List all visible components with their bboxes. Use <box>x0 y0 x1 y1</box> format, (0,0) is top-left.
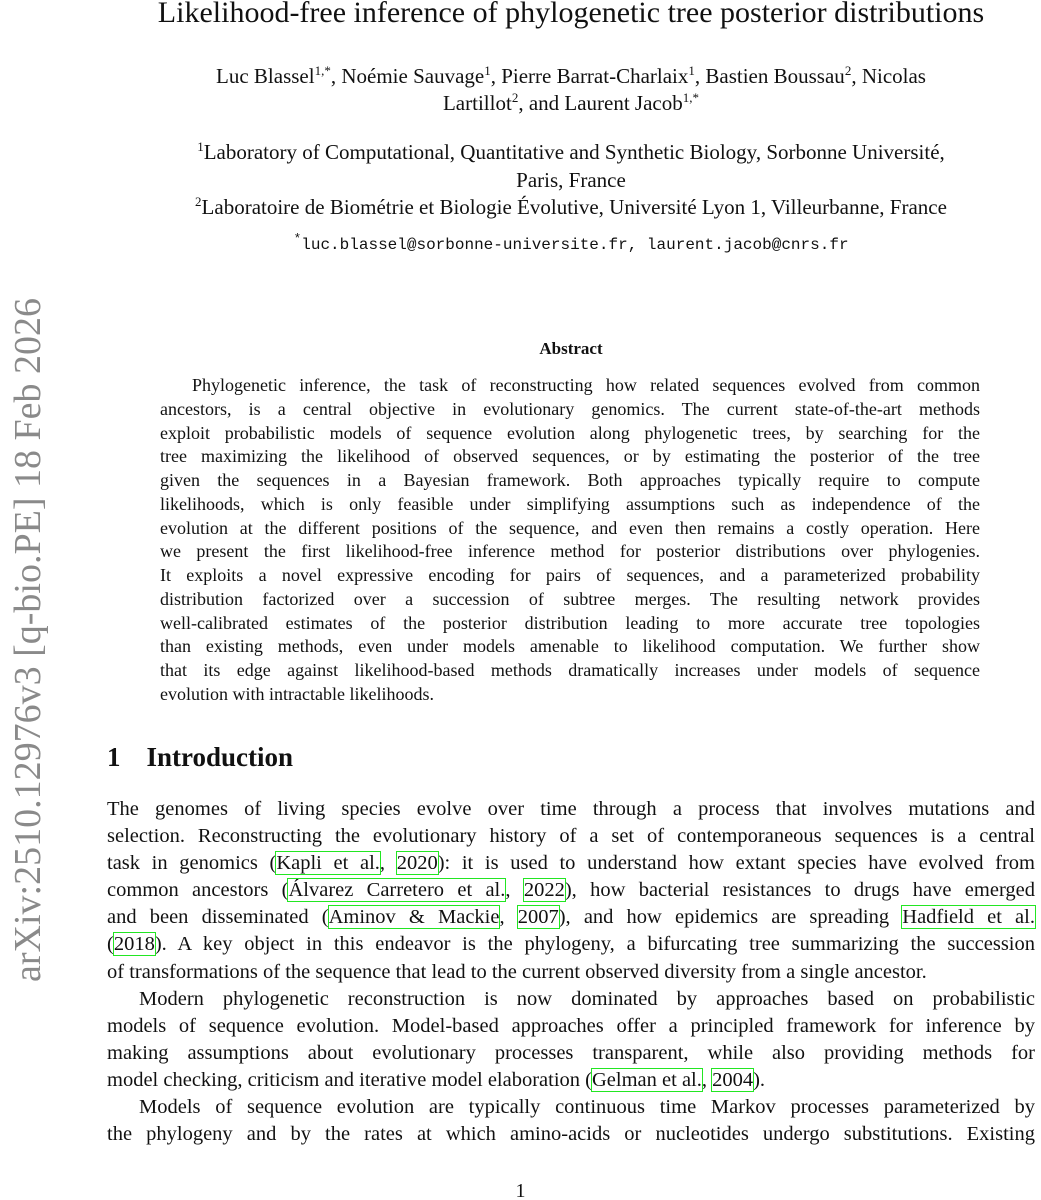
affiliation-2 <box>107 195 1035 220</box>
text-line <box>107 1067 1035 1094</box>
author-name: , Noémie Sauvage <box>330 64 485 88</box>
text-segment: the phylogeny and by the rates at which amino-acids or nucleotides undergo substitutions. Existing <box>107 1123 1035 1146</box>
abstract-line: tree maximizing the likelihood of observed sequences, or by estimating the posterior of the tree <box>160 446 980 467</box>
text-segment: ): it is used to understand how extant species have evolved from <box>437 852 1035 875</box>
text-segment: Models of sequence evolution are typically continuous time Markov processes parameterized by <box>139 1096 1035 1119</box>
abstract-heading: Abstract <box>539 339 603 358</box>
text-line <box>107 796 1035 823</box>
text-line <box>107 959 1035 986</box>
corresponding-marker: * <box>293 231 302 247</box>
abstract-line: that its edge against likelihood-based methods dramatically increases under models of sequence <box>160 660 980 680</box>
text-segment: The genomes of living species evolve over time through a process that involves mutations and <box>107 798 1035 820</box>
abstract-line: distribution factorized over a succession of subtree merges. The resulting network provides <box>160 588 980 609</box>
citation-link[interactable]: Kapli et al. <box>276 852 380 875</box>
email-text[interactable]: luc.blassel@sorbonne-universite.fr, laurent.jacob@cnrs.fr <box>301 236 849 254</box>
abstract-line: given the sequences in a Bayesian framework. Both approaches typically require to compute <box>160 470 980 490</box>
text-segment: ). A key object in this endeavor is the phylogeny, a bifurcating tree summarizing the succession <box>154 933 1035 956</box>
text-line <box>107 904 1035 931</box>
abstract-line: we present the first likelihood-free inference method for posterior distributions over phylogenies. <box>160 541 980 562</box>
text-segment: model checking, criticism and iterative model elaboration ( <box>107 1068 592 1091</box>
text-line <box>107 877 1035 904</box>
text-segment: , <box>499 906 518 929</box>
text-segment: , <box>505 879 524 902</box>
text-line <box>107 1040 1035 1067</box>
affiliation-marker: 1 <box>484 63 491 78</box>
authors-line-2 <box>107 91 1035 116</box>
citation-link[interactable]: Álvarez Carretero et al. <box>288 879 506 902</box>
abstract-line: ancestors, is a central objective in evolutionary genomics. The current state-of-the-art methods <box>160 398 980 419</box>
text-line <box>107 1013 1035 1040</box>
author-name: , Nicolas <box>851 64 926 88</box>
text-segment: , <box>379 852 397 875</box>
affiliation-text: Laboratory of Computational, Quantitative and Synthetic Biology, Sorbonne Université, <box>203 140 945 164</box>
affiliation-marker: 1 <box>197 139 204 154</box>
text-line <box>107 1094 1035 1121</box>
text-segment: selection. Reconstructing the evolutionary history of a set of contemporaneous sequences is a central <box>107 825 1035 848</box>
citation-link[interactable]: Gelman et al. <box>592 1068 702 1091</box>
author-name: , Bastien Boussau <box>694 64 845 88</box>
affiliation-marker: 1,* <box>682 90 699 105</box>
text-line <box>107 931 1035 958</box>
section-title: Introduction <box>146 742 294 772</box>
text-segment: ), how bacterial resistances to drugs have emerged <box>564 879 1036 902</box>
citation-link[interactable]: 2020 <box>396 852 438 875</box>
paper-title: Likelihood-free inference of phylogenetic tree posterior distributions <box>157 0 985 29</box>
affiliation-marker: 2 <box>511 90 519 105</box>
text-line <box>107 850 1035 877</box>
affiliation-1 <box>107 140 1035 165</box>
abstract-body <box>160 374 980 707</box>
abstract-line: well-calibrated estimates of the posterior distribution leading to more accurate tree topologies <box>160 612 980 633</box>
citation-link[interactable]: 2007 <box>517 906 559 929</box>
section-heading <box>107 742 319 773</box>
abstract-line: evolution at the different positions of the sequence, and even then remains a costly operation. Here <box>160 517 980 538</box>
text-segment: Modern phylogenetic reconstruction is now dominated by approaches based on probabilistic <box>139 987 1035 1010</box>
abstract-line: exploit probabilistic models of sequence evolution along phylogenetic trees, by searching for the <box>160 422 980 443</box>
author-name: Lartillot <box>442 91 512 115</box>
text-segment: , <box>701 1068 713 1091</box>
affiliation-text: Laboratoire de Biométrie et Biologie Évolutive, Université Lyon 1, Villeurbanne, France <box>201 195 947 219</box>
citation-link[interactable]: Aminov & Mackie <box>328 906 500 929</box>
text-segment: ( <box>107 933 114 956</box>
affiliation-marker: 1,* <box>314 63 331 78</box>
text-line <box>107 823 1035 850</box>
text-segment: of transformations of the sequence that lead to the current observed diversity from a single ancestor. <box>107 960 927 983</box>
author-name: Luc Blassel <box>216 64 315 88</box>
affiliation-marker: 2 <box>195 194 202 209</box>
citation-link[interactable]: 2004 <box>712 1068 754 1091</box>
abstract-line: likelihoods, which is only feasible under simplifying assumptions such as independence of the <box>160 493 980 514</box>
abstract-line: than existing methods, even under models amenable to likelihood computation. We further show <box>160 636 980 657</box>
text-segment: models of sequence evolution. Model-based approaches offer a principled framework for inference by <box>107 1014 1035 1037</box>
text-segment: and been disseminated ( <box>107 906 329 929</box>
author-name: , Pierre Barrat-Charlaix <box>490 64 689 88</box>
text-segment: ), and how epidemics are spreading <box>558 906 903 929</box>
citation-link[interactable]: 2018 <box>113 933 155 956</box>
introduction-body <box>107 796 1035 1148</box>
text-line <box>107 986 1035 1013</box>
text-segment: ). <box>753 1068 766 1091</box>
citation-link[interactable]: Hadfield et al. <box>902 906 1035 929</box>
affiliation-marker: 2 <box>844 63 852 78</box>
text-line <box>107 1121 1035 1148</box>
author-name: , and Laurent Jacob <box>518 91 683 115</box>
abstract-line: Phylogenetic inference, the task of reconstructing how related sequences evolved from common <box>192 375 980 395</box>
citation-link[interactable]: 2022 <box>523 879 565 902</box>
abstract-line: evolution with intractable likelihoods. <box>160 683 434 704</box>
affiliation-1-cont: Paris, France <box>516 168 626 192</box>
text-segment: making assumptions about evolutionary processes transparent, while also providing methods for <box>107 1041 1035 1064</box>
affiliation-marker: 1 <box>688 63 695 78</box>
contact-emails <box>107 231 1035 254</box>
section-number: 1 <box>107 742 121 772</box>
authors-line-1 <box>107 64 1035 89</box>
page-number: 1 <box>515 1180 526 1200</box>
arxiv-identifier-sidebar: arXiv:2510.12976v3 [q-bio.PE] 18 Feb 2026 <box>7 298 49 982</box>
abstract-line: It exploits a novel expressive encoding for pairs of sequences, and a parameterized probability <box>160 565 980 585</box>
text-segment: task in genomics ( <box>107 852 277 875</box>
text-segment: common ancestors ( <box>107 879 289 902</box>
